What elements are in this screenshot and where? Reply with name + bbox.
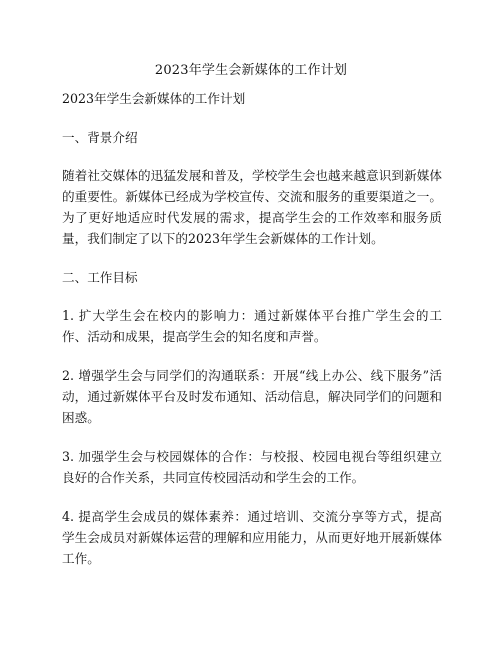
goal-item-3: 3. 加强学生会与校园媒体的合作：与校报、校园电视台等组织建立良好的合作关系，共同宣传校园活动和学生会的工作。 — [62, 449, 442, 485]
goal-item-4: 4. 提高学生会成员的媒体素养：通过培训、交流分享等方式，提高学生会成员对新媒体运营的理解和应用能力，从而更好地开展新媒体工作。 — [62, 509, 442, 566]
section-heading-goals: 二、工作目标 — [62, 270, 138, 285]
background-paragraph: 随着社交媒体的迅猛发展和普及，学校学生会也越来越意识到新媒体的重要性。新媒体已经成为学校宣传、交流和服务的重要渠道之一。为了更好地适应时代发展的需求，提高学生会的工作效率和服务质量，我们制定了以下的2023年学生会新媒体的工作计划。 — [62, 168, 442, 246]
section-heading-background: 一、背景介绍 — [62, 130, 138, 145]
goal-item-1: 1. 扩大学生会在校内的影响力：通过新媒体平台推广学生会的工作、活动和成果，提高学生会的知名度和声誉。 — [62, 308, 442, 344]
document-body — [62, 88, 442, 587]
document-title: 2023年学生会新媒体的工作计划 — [154, 63, 348, 78]
goal-item-2: 2. 增强学生会与同学们的沟通联系：开展“线上办公、线下服务”活动，通过新媒体平台及时发布通知、活动信息，解决同学们的问题和困惑。 — [62, 368, 442, 425]
subtitle-paragraph: 2023年学生会新媒体的工作计划 — [62, 91, 246, 106]
